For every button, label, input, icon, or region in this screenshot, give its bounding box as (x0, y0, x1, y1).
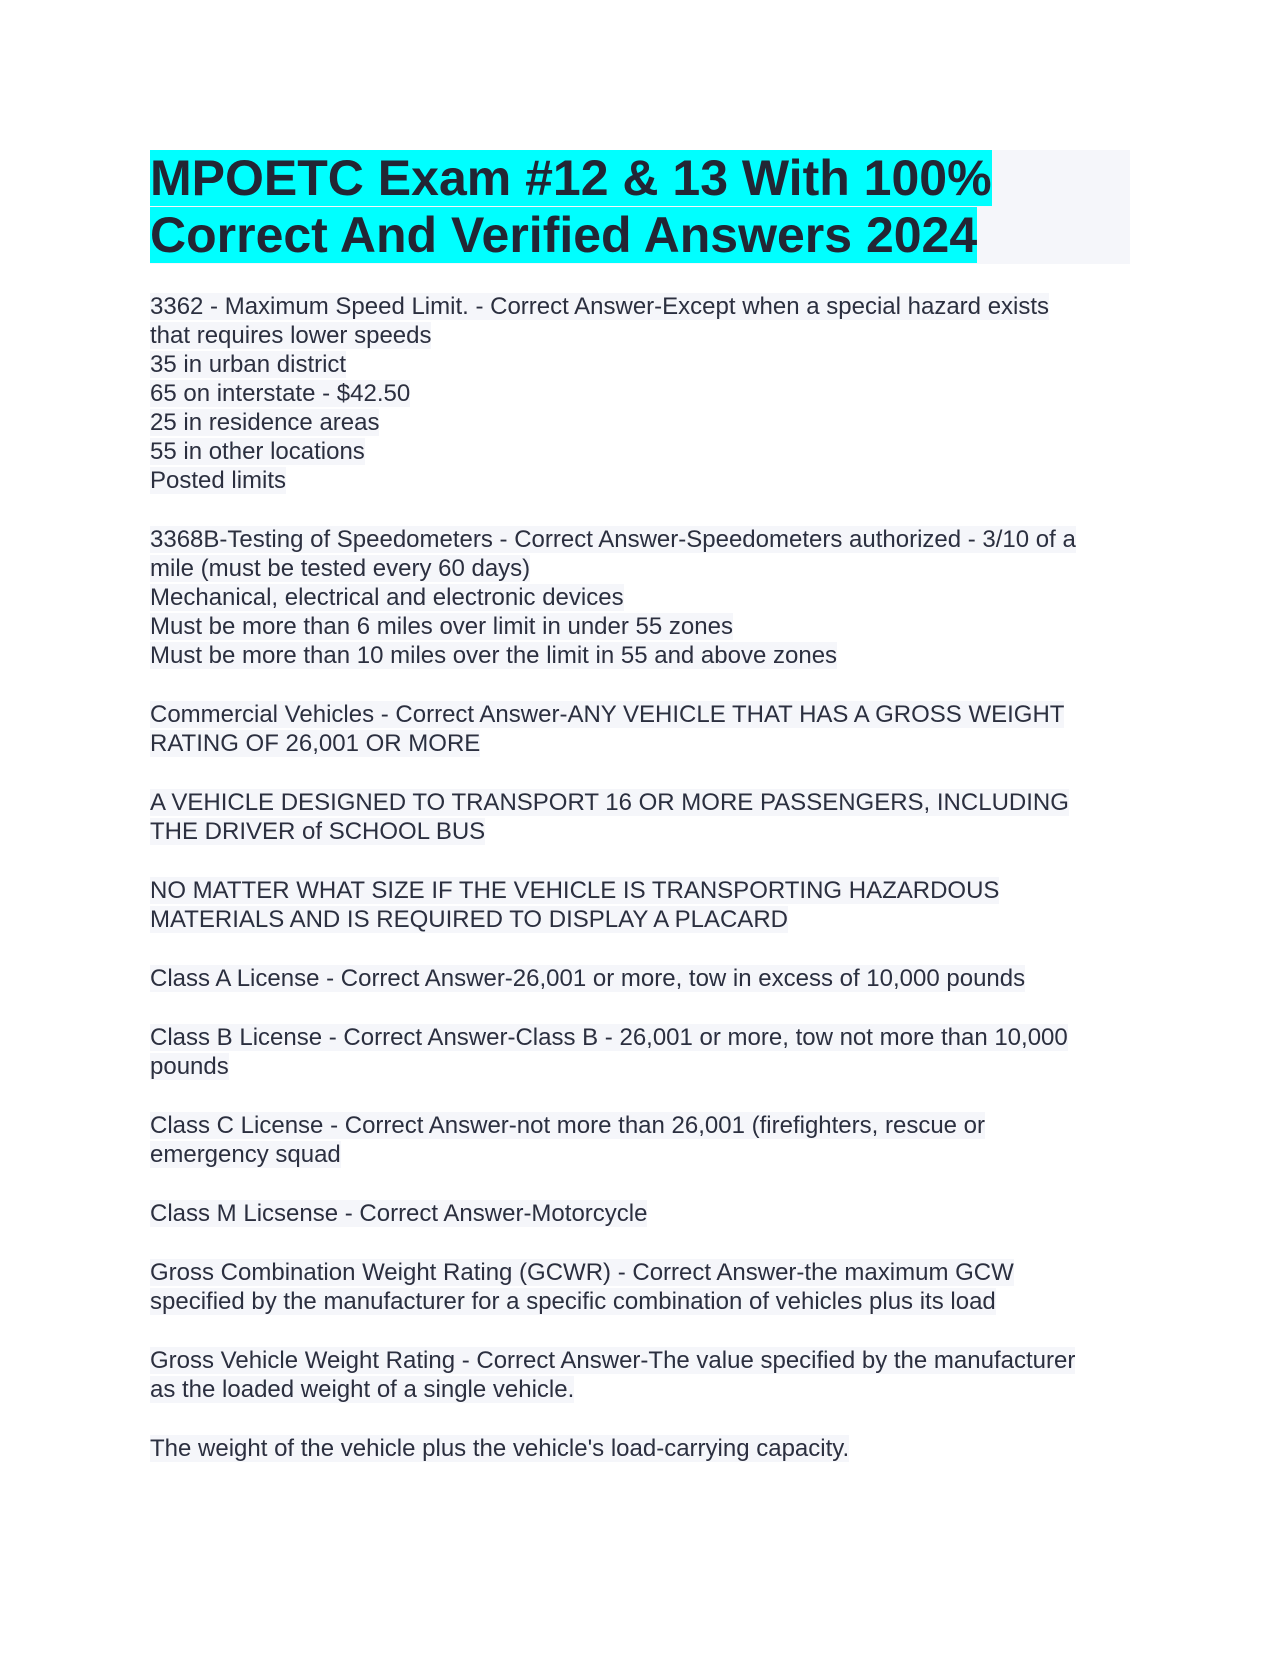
entry-line: Commercial Vehicles - Correct Answer-ANY VEHICLE THAT HAS A GROSS WEIGHT (150, 701, 1065, 728)
entry-line: Gross Combination Weight Rating (GCWR) - Correct Answer-the maximum GCW (150, 1259, 1014, 1286)
entry-line: 25 in residence areas (150, 409, 380, 436)
entry-line: 3368B-Testing of Speedometers - Correct Answer-Speedometers authorized - 3/10 of a (150, 526, 1076, 553)
entry-line: 3362 - Maximum Speed Limit. - Correct Answer-Except when a special hazard exists (150, 293, 1050, 320)
entry-line: 65 on interstate - $42.50 (150, 380, 411, 407)
title-line: MPOETC Exam #12 & 13 With 100% (150, 150, 992, 206)
qa-entry-hazardous-materials (150, 876, 1130, 934)
entry-line: MATERIALS AND IS REQUIRED TO DISPLAY A PLACARD (150, 906, 788, 933)
qa-entry-commercial-vehicles (150, 700, 1130, 758)
entry-line: mile (must be tested every 60 days) (150, 555, 531, 582)
entry-line: THE DRIVER of SCHOOL BUS (150, 818, 486, 845)
qa-entry-gvwr (150, 1346, 1130, 1404)
entry-line: pounds (150, 1053, 229, 1080)
entry-line: emergency squad (150, 1141, 341, 1168)
entry-line: RATING OF 26,001 OR MORE (150, 730, 481, 757)
qa-entry-class-a (150, 964, 1130, 993)
entry-line: as the loaded weight of a single vehicle. (150, 1376, 575, 1403)
title-block (150, 150, 1130, 264)
qa-entry-vehicle-weight (150, 1434, 1130, 1463)
qa-entry-class-m (150, 1199, 1130, 1228)
entry-line: 55 in other locations (150, 438, 365, 465)
document-title (150, 150, 1130, 264)
entry-line: Class M Licsense - Correct Answer-Motorcycle (150, 1200, 648, 1227)
document-page (150, 150, 1130, 1493)
qa-entry-speedometers (150, 525, 1130, 670)
entry-line: NO MATTER WHAT SIZE IF THE VEHICLE IS TRANSPORTING HAZARDOUS (150, 877, 1000, 904)
entry-line: Posted limits (150, 467, 287, 494)
qa-entry-gcwr (150, 1258, 1130, 1316)
entry-line: Must be more than 10 miles over the limit in 55 and above zones (150, 642, 838, 669)
entry-line: Class C License - Correct Answer-not more than 26,001 (firefighters, rescue or (150, 1112, 986, 1139)
entry-line: 35 in urban district (150, 351, 347, 378)
qa-entry-max-speed (150, 292, 1130, 495)
entry-line: Must be more than 6 miles over limit in under 55 zones (150, 613, 733, 640)
entry-line: A VEHICLE DESIGNED TO TRANSPORT 16 OR MORE PASSENGERS, INCLUDING (150, 789, 1069, 816)
entry-line: Mechanical, electrical and electronic devices (150, 584, 624, 611)
qa-entry-class-c (150, 1111, 1130, 1169)
entry-line: Class B License - Correct Answer-Class B - 26,001 or more, tow not more than 10,000 (150, 1024, 1068, 1051)
qa-entry-passenger-vehicle (150, 788, 1130, 846)
entry-line: Gross Vehicle Weight Rating - Correct Answer-The value specified by the manufacturer (150, 1347, 1076, 1374)
title-line: Correct And Verified Answers 2024 (150, 207, 978, 263)
entry-line: specified by the manufacturer for a specific combination of vehicles plus its load (150, 1288, 996, 1315)
entry-line: Class A License - Correct Answer-26,001 or more, tow in excess of 10,000 pounds (150, 965, 1026, 992)
qa-entry-class-b (150, 1023, 1130, 1081)
entry-line: The weight of the vehicle plus the vehicle's load-carrying capacity. (150, 1435, 850, 1462)
entry-line: that requires lower speeds (150, 322, 432, 349)
